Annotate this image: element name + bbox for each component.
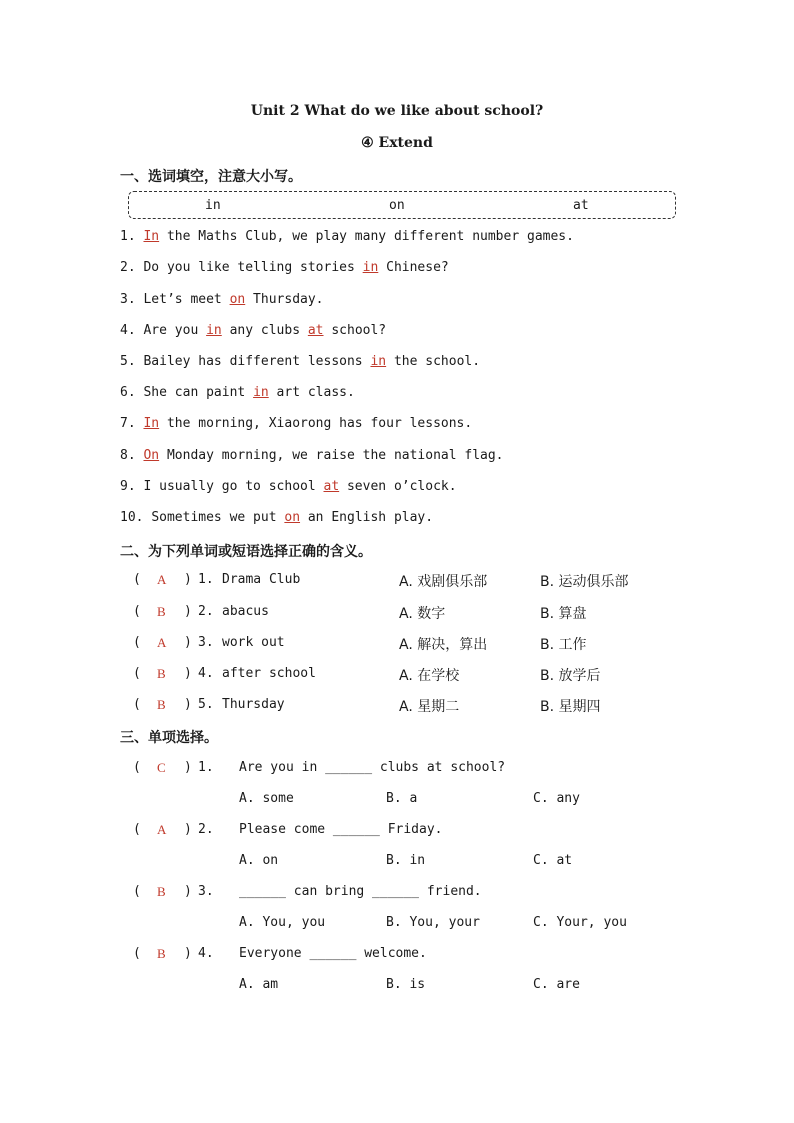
answer-letter: A <box>157 635 167 650</box>
term: work out <box>222 635 285 650</box>
answer-blank: in <box>370 354 387 369</box>
answer-blank: on <box>229 292 246 307</box>
item-number: 7. <box>120 416 136 431</box>
option-a: A. 星期二 <box>399 699 460 715</box>
item-number: 2. <box>198 822 214 837</box>
item-number: 2. <box>120 260 136 275</box>
item-text: Are you <box>143 323 207 338</box>
word-bank-word: on <box>389 198 405 213</box>
item-text: I usually go to school <box>143 479 324 494</box>
answer-blank: at <box>307 323 324 338</box>
item-text: any clubs <box>221 323 308 338</box>
answer-blank: in <box>362 260 379 275</box>
paren-open: ( <box>133 572 141 587</box>
item-number: 1. <box>198 572 214 587</box>
paren-close: ) <box>184 946 192 961</box>
item-text: Bailey has different lessons <box>143 354 371 369</box>
option-a: A. 戏剧俱乐部 <box>399 574 488 590</box>
question-text: Please come ______ Friday. <box>239 822 443 837</box>
option-a: A. 数字 <box>399 606 446 622</box>
fill-blank-item <box>120 323 386 338</box>
option-a: A. 解决，算出 <box>399 637 488 653</box>
fill-blank-item <box>120 260 449 275</box>
fill-blank-item <box>120 479 457 494</box>
option-b: B. 运动俱乐部 <box>540 574 629 590</box>
option-b: B. in <box>386 853 426 868</box>
section2-heading: 二、为下列单词或短语选择正确的含义。 <box>120 544 372 560</box>
paren-open: ( <box>133 946 141 961</box>
paren-close: ) <box>184 666 192 681</box>
item-number: 1. <box>120 229 136 244</box>
answer-blank: In <box>143 416 160 431</box>
answer-letter: B <box>157 884 166 899</box>
word-bank-word: at <box>573 198 589 213</box>
fill-blank-item <box>120 510 433 525</box>
item-text: school? <box>323 323 387 338</box>
paren-open: ( <box>133 604 141 619</box>
fill-blank-item <box>120 292 324 307</box>
option-a: A. You, you <box>239 915 326 930</box>
item-number: 2. <box>198 604 214 619</box>
word-bank <box>128 191 676 219</box>
paren-open: ( <box>133 884 141 899</box>
item-text: Do you like telling stories <box>143 260 363 275</box>
term: Drama Club <box>222 572 301 587</box>
item-number: 4. <box>198 666 214 681</box>
option-b: B. 工作 <box>540 637 587 653</box>
question-text: ______ can bring ______ friend. <box>239 884 482 899</box>
section3-heading: 三、单项选择。 <box>120 730 218 746</box>
paren-close: ) <box>184 884 192 899</box>
item-text: the school. <box>386 354 481 369</box>
term: Thursday <box>222 697 285 712</box>
item-text: She can paint <box>143 385 254 400</box>
item-text: the morning, Xiaorong has four lessons. <box>159 416 473 431</box>
fill-blank-item <box>120 385 355 400</box>
item-number: 5. <box>198 697 214 712</box>
answer-letter: A <box>157 572 167 587</box>
item-text: Chinese? <box>378 260 449 275</box>
option-b: B. You, your <box>386 915 480 930</box>
paren-close: ) <box>184 760 192 775</box>
item-text: the Maths Club, we play many different number games. <box>159 229 574 244</box>
answer-letter: B <box>157 666 166 681</box>
option-a: A. on <box>239 853 279 868</box>
item-number: 8. <box>120 448 136 463</box>
term: abacus <box>222 604 269 619</box>
option-c: C. at <box>533 853 573 868</box>
item-text: Let’s meet <box>143 292 230 307</box>
page-subtitle: ④ Extend <box>361 135 433 151</box>
item-text: an English play. <box>300 510 434 525</box>
option-c: C. Your, you <box>533 915 627 930</box>
option-a: A. 在学校 <box>399 668 460 684</box>
paren-open: ( <box>133 760 141 775</box>
item-number: 4. <box>198 946 214 961</box>
page-title: Unit 2 What do we like about school? <box>250 103 544 119</box>
paren-open: ( <box>133 635 141 650</box>
paren-close: ) <box>184 697 192 712</box>
item-text: Sometimes we put <box>151 510 285 525</box>
item-text: Monday morning, we raise the national flag. <box>159 448 504 463</box>
fill-blank-item <box>120 229 574 244</box>
item-number: 3. <box>120 292 136 307</box>
option-b: B. 算盘 <box>540 606 587 622</box>
question-text: Are you in ______ clubs at school? <box>239 760 506 775</box>
fill-blank-item <box>120 448 504 463</box>
paren-open: ( <box>133 822 141 837</box>
paren-open: ( <box>133 666 141 681</box>
question-text: Everyone ______ welcome. <box>239 946 427 961</box>
item-text: Thursday. <box>245 292 324 307</box>
option-c: C. are <box>533 977 580 992</box>
item-text: seven o’clock. <box>339 479 457 494</box>
item-number: 3. <box>198 884 214 899</box>
item-number: 3. <box>198 635 214 650</box>
option-a: A. am <box>239 977 279 992</box>
paren-open: ( <box>133 697 141 712</box>
answer-blank: in <box>253 385 269 400</box>
option-b: B. 放学后 <box>540 668 601 684</box>
option-b: B. is <box>386 977 426 992</box>
answer-blank: in <box>206 323 222 338</box>
section1-heading: 一、选词填空，注意大小写。 <box>120 169 302 185</box>
option-a: A. some <box>239 791 294 806</box>
item-number: 4. <box>120 323 136 338</box>
item-number: 6. <box>120 385 136 400</box>
answer-blank: On <box>143 448 160 463</box>
item-text: art class. <box>268 385 355 400</box>
paren-close: ) <box>184 822 192 837</box>
answer-blank: on <box>284 510 301 525</box>
option-c: C. any <box>533 791 580 806</box>
item-number: 1. <box>198 760 214 775</box>
answer-blank: In <box>143 229 160 244</box>
option-b: B. 星期四 <box>540 699 601 715</box>
fill-blank-item <box>120 416 472 431</box>
item-number: 10. <box>120 510 144 525</box>
answer-letter: A <box>157 822 167 837</box>
option-b: B. a <box>386 791 418 806</box>
paren-close: ) <box>184 635 192 650</box>
item-number: 5. <box>120 354 136 369</box>
fill-blank-item <box>120 354 480 369</box>
answer-letter: B <box>157 604 166 619</box>
answer-blank: at <box>323 479 340 494</box>
item-number: 9. <box>120 479 136 494</box>
answer-letter: B <box>157 697 166 712</box>
term: after school <box>222 666 316 681</box>
paren-close: ) <box>184 572 192 587</box>
word-bank-word: in <box>205 198 221 213</box>
paren-close: ) <box>184 604 192 619</box>
answer-letter: B <box>157 946 166 961</box>
answer-letter: C <box>157 760 166 775</box>
